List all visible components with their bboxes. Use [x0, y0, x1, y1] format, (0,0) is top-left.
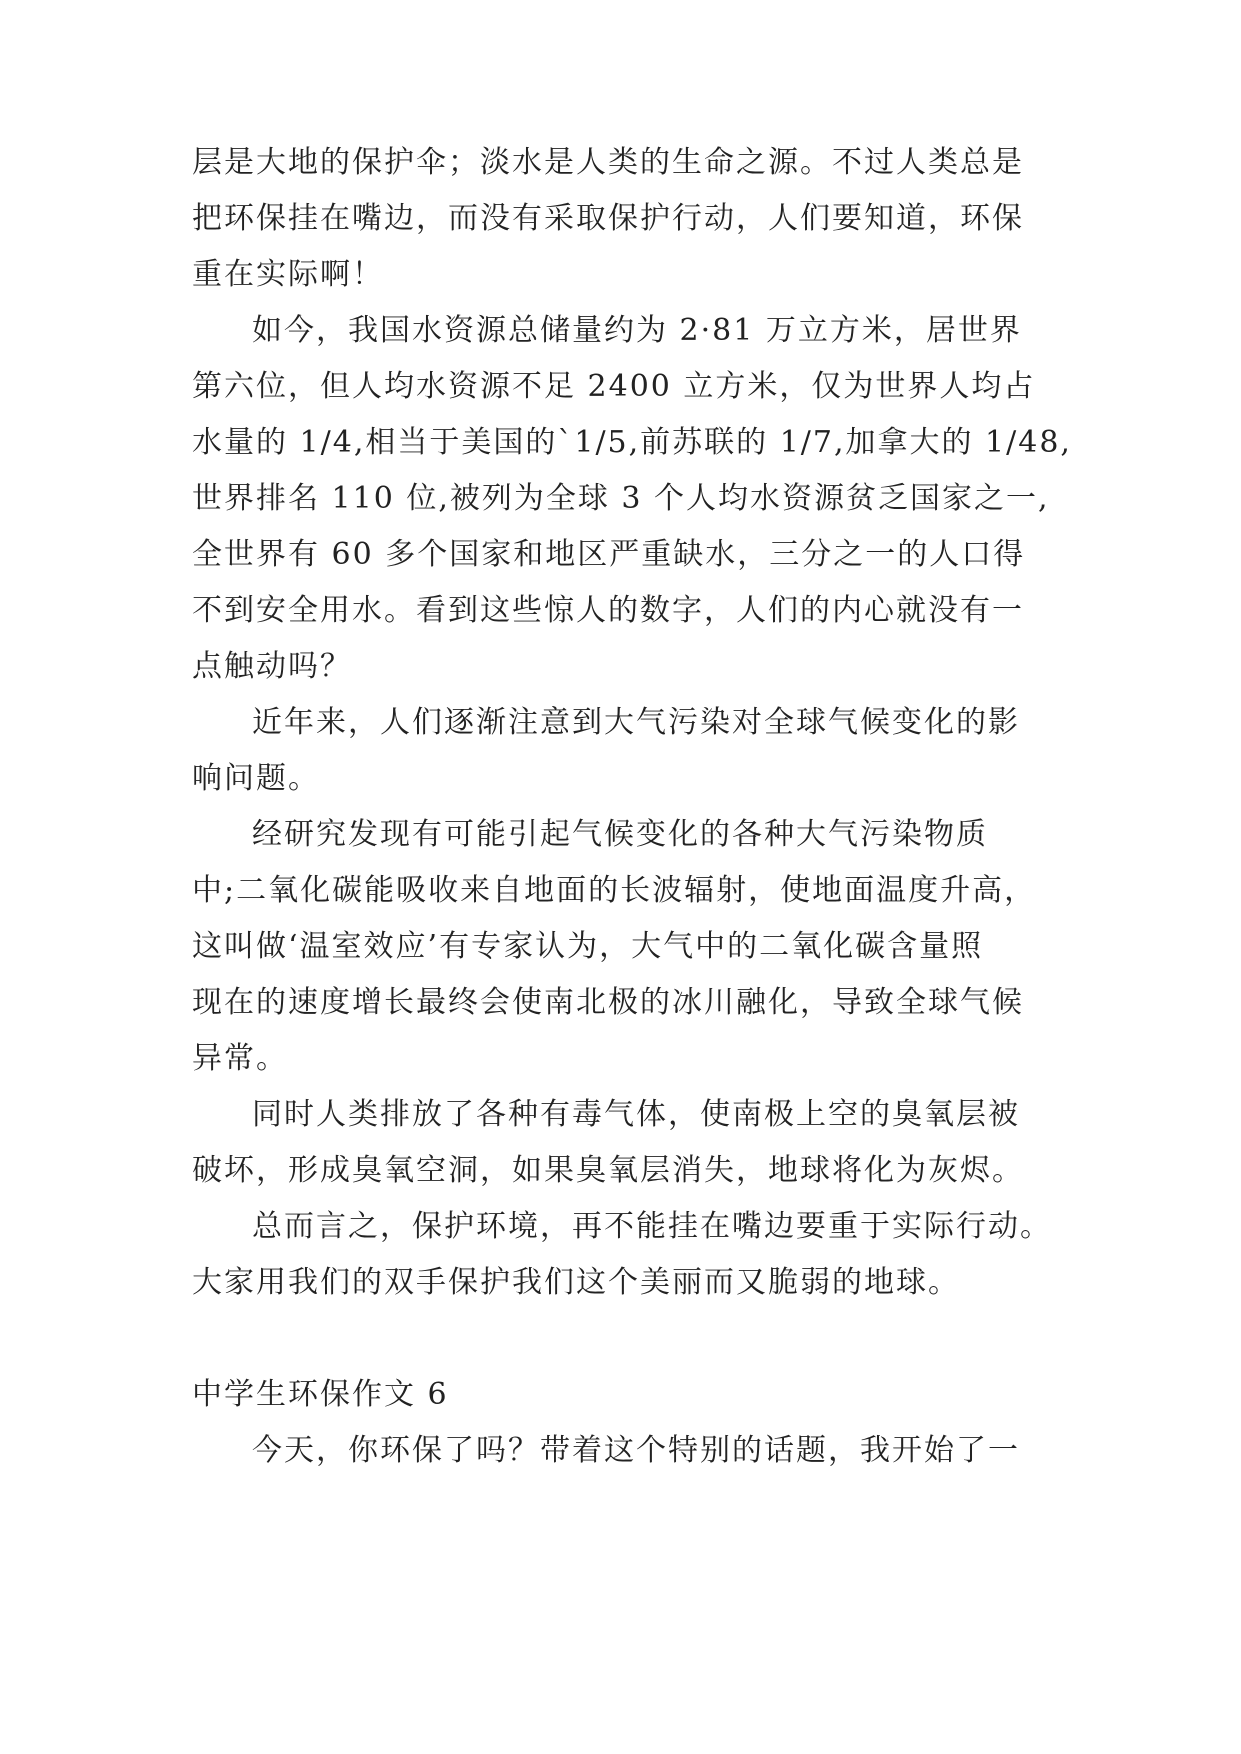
text-line: 全世界有 60 多个国家和地区严重缺水，三分之一的人口得	[192, 537, 1026, 572]
text-line: 破坏，形成臭氧空洞，如果臭氧层消失，地球将化为灰烬。	[192, 1153, 1024, 1188]
text-line: 近年来，人们逐渐注意到大气污染对全球气候变化的影	[252, 705, 1020, 740]
text-line: 如今，我国水资源总储量约为 2·81 万立方米，居世界	[252, 313, 1022, 348]
text-line: 中;二氧化碳能吸收来自地面的长波辐射，使地面温度升高，	[192, 873, 1037, 908]
text-line: 把环保挂在嘴边，而没有采取保护行动，人们要知道，环保	[192, 201, 1024, 236]
text-line: 响问题。	[192, 761, 320, 796]
text-line: 总而言之，保护环境，再不能挂在嘴边要重于实际行动。	[252, 1209, 1052, 1244]
text-line: 重在实际啊！	[192, 257, 384, 292]
text-line: 这叫做‘温室效应’有专家认为，大气中的二氧化碳含量照	[192, 929, 984, 964]
section-title: 中学生环保作文 6	[192, 1377, 449, 1412]
text-line: 大家用我们的双手保护我们这个美丽而又脆弱的地球。	[192, 1265, 960, 1300]
text-line: 点触动吗？	[192, 649, 352, 684]
text-line: 层是大地的保护伞；淡水是人类的生命之源。不过人类总是	[192, 145, 1024, 180]
text-line: 水量的 1/4,相当于美国的`1/5,前苏联的 1/7,加拿大的 1/48,	[192, 425, 1072, 460]
text-line: 经研究发现有可能引起气候变化的各种大气污染物质	[252, 817, 988, 852]
text-line: 异常。	[192, 1041, 288, 1076]
text-line: 现在的速度增长最终会使南北极的冰川融化，导致全球气候	[192, 985, 1024, 1020]
text-line: 同时人类排放了各种有毒气体，使南极上空的臭氧层被	[252, 1097, 1020, 1132]
text-line: 世界排名 110 位,被列为全球 3 个人均水资源贫乏国家之一,	[192, 481, 1050, 516]
text-line: 今天，你环保了吗？带着这个特别的话题，我开始了一	[252, 1433, 1020, 1468]
text-line: 不到安全用水。看到这些惊人的数字，人们的内心就没有一	[192, 593, 1024, 628]
text-line: 第六位，但人均水资源不足 2400 立方米，仅为世界人均占	[192, 369, 1036, 404]
